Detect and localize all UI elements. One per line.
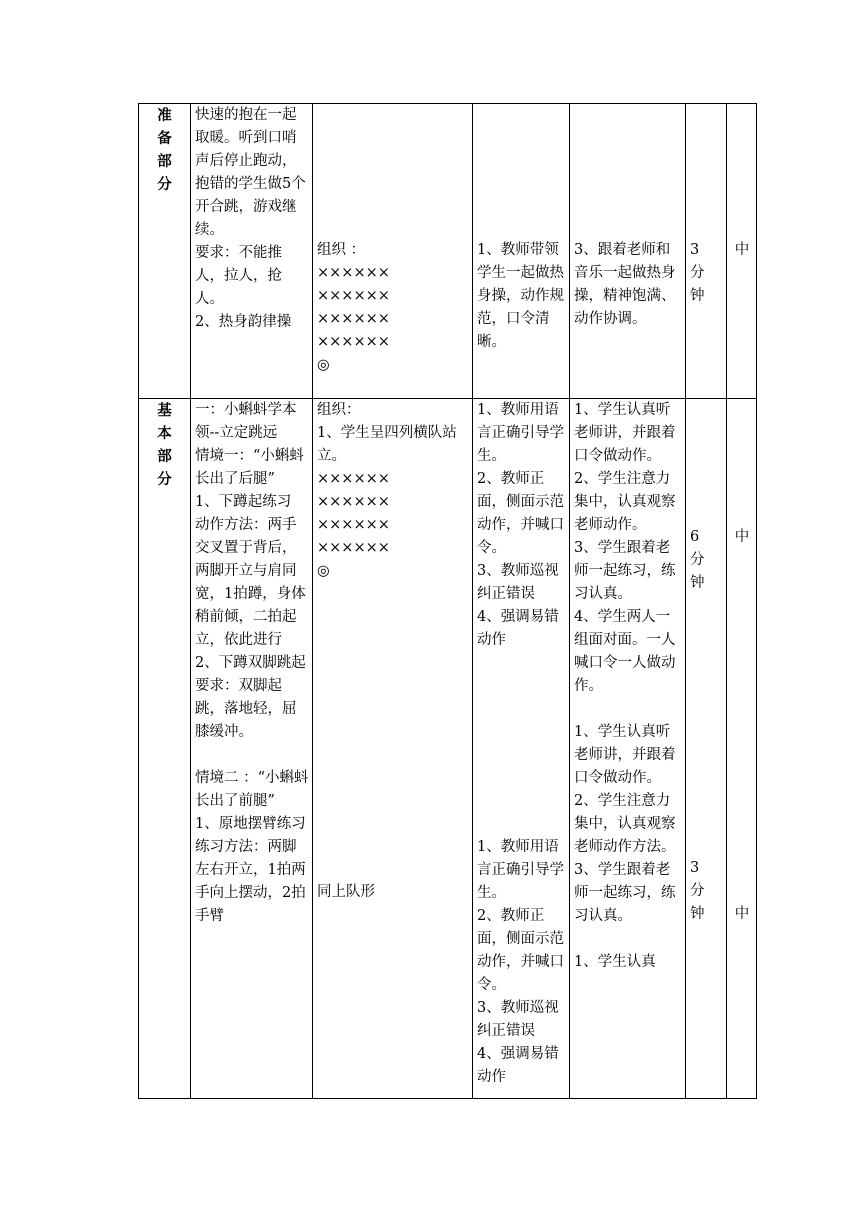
section-cell [139,104,191,399]
teacher-text-b: 1、教师用语言正确引导学生。 2、教师正面，侧面示范动作，并喊口令。 3、教师巡视纠正错误 4、强调易错动作 [477,839,564,1085]
table-row-preparation [139,104,757,399]
intensity-text: 中 [734,242,750,258]
organization-cell [313,104,473,399]
lesson-plan-table [138,103,757,1099]
intensity-text-a: 中 [734,529,750,545]
table-row-basic [139,399,757,1099]
teacher-text: 1、教师带领学生一起做热身操，动作规范，口令清晰。 [477,242,564,350]
student-cell [570,104,686,399]
student-text-c: 1、学生认真 [574,954,656,970]
content-text: 一：小蝌蚪学本领--立定跳远 情境一：“小蝌蚪长出了后腿” 1、下蹲起练习 动作方法：两手交叉置于背后，两脚开立与肩同宽，1拍蹲，身体稍前倾，二拍起立，依此进行 2、下蹲双脚跳起 要求：双脚起跳，落地轻，屈膝缓冲。 情境二 ：“小蝌蚪长出了前腿” 1、原地摆臂练习 练习方法：两脚左右开立，1拍两手向上摆动，2拍手臂 [195,402,309,924]
teacher-cell [473,399,570,1099]
content-text: 快速的抱在一起取暖。听到口哨声后停止跑动，抱错的学生做5个开合跳，游戏继续。 要求：不能推人，拉人，抢人。 2、热身韵律操 [195,107,306,330]
teacher-text-a: 1、教师用语言正确引导学生。 2、教师正面，侧面示范动作，并喊口令。 3、教师巡视纠正错误 4、强调易错动作 [477,402,564,648]
organization-cell [313,399,473,1099]
time-text: 3 分 钟 [690,242,705,304]
organization-text-b: 同上队形 [317,884,375,900]
section-label: 准 备 部 分 [157,107,172,193]
time-cell [686,104,727,399]
student-text-b: 1、学生认真听老师讲，并跟着口令做动作。 2、学生注意力集中，认真观察老师动作方法。 3、学生跟着老师一起练习，练习认真。 [574,724,676,924]
content-cell [191,104,313,399]
organization-text [313,104,472,377]
organization-text-a: 组织： 1、学生呈四列横队站立。 ×××××× ×××××× ×××××× ×××××× ◎ [317,402,457,579]
intensity-text-b: 中 [734,906,750,922]
intensity-cell [727,104,757,399]
student-text-a: 1、学生认真听老师讲，并跟着口令做动作。 2、学生注意力集中，认真观察老师动作。 3、学生跟着老师一起练习，练习认真。 4、学生两人一组面对面。一人喊口令一人做动作。 [574,402,676,694]
organization-lines: 组织 ： ×××××× ×××××× ×××××× ×××××× ◎ [317,242,390,373]
intensity-cell [727,399,757,1099]
time-text-a: 6 分 钟 [690,529,705,591]
section-label: 基 本 部 分 [157,402,172,488]
content-cell [191,399,313,1099]
time-text-b: 3 分 钟 [690,860,705,922]
teacher-cell [473,104,570,399]
time-cell [686,399,727,1099]
student-cell [570,399,686,1099]
section-cell [139,399,191,1099]
student-text: 3、跟着老师和音乐一起做热身操，精神饱满、动作协调。 [574,242,676,327]
